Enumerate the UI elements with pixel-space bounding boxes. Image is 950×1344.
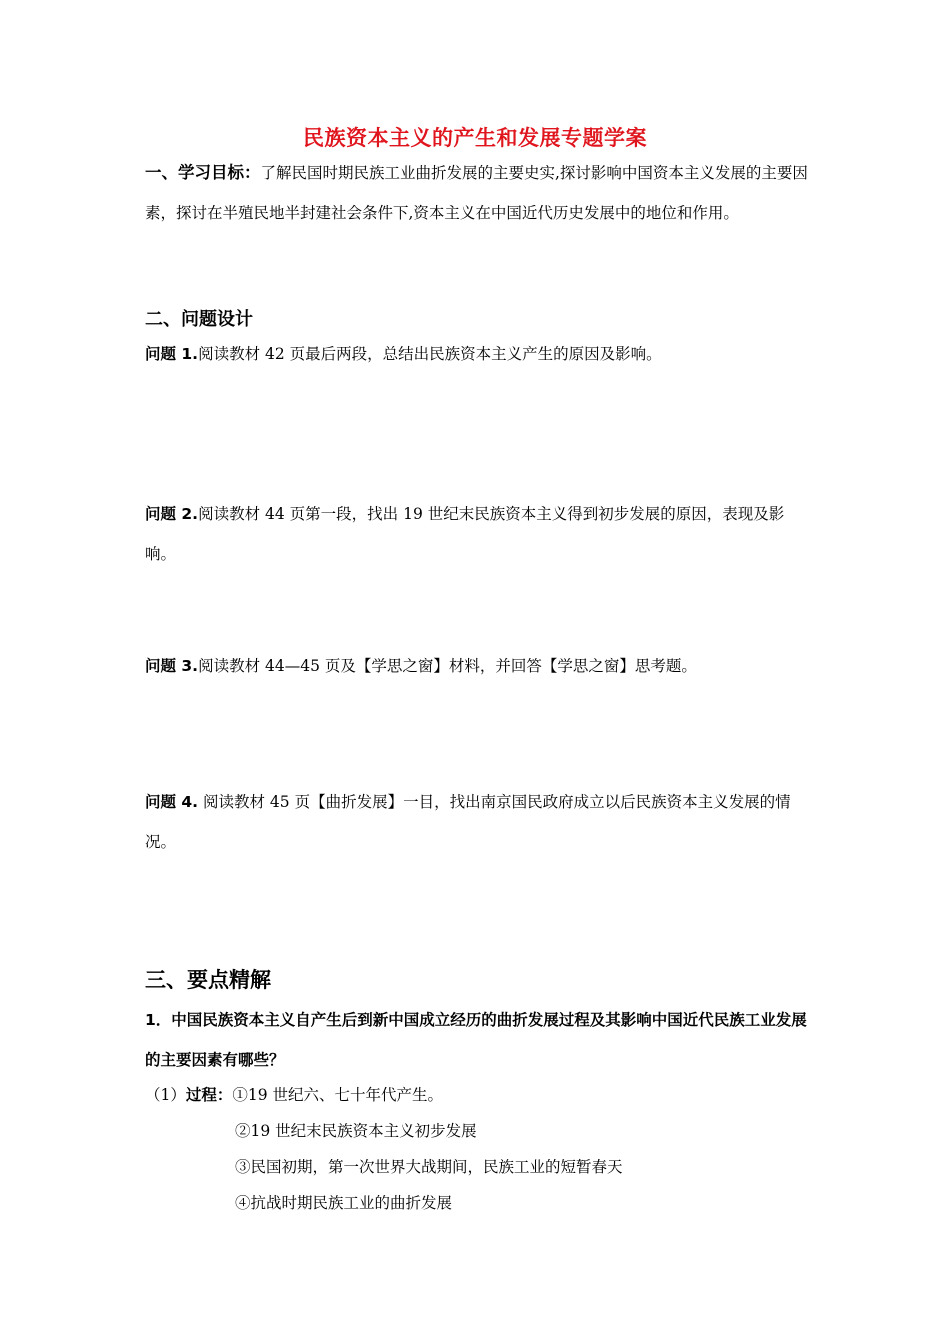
key-point-1: 1．中国民族资本主义自产生后到新中国成立经历的曲折发展过程及其影响中国近代民族工业发展的主要因素有哪些？ bbox=[145, 1011, 807, 1069]
process-prefix: （1） bbox=[145, 1086, 186, 1104]
process-item-4: ④抗战时期民族工业的曲折发展 bbox=[235, 1194, 453, 1212]
question-4 bbox=[145, 782, 810, 862]
question-3-text: 阅读教材 44—45 页及【学思之窗】材料，并回答【学思之窗】思考题。 bbox=[198, 657, 697, 675]
process-label: 过程： bbox=[185, 1086, 233, 1104]
question-3-label: 问题 3. bbox=[145, 657, 199, 675]
key-points-heading: 三、要点精解 bbox=[145, 968, 271, 992]
question-2-label: 问题 2. bbox=[145, 505, 199, 523]
question-1-text: 阅读教材 42 页最后两段，总结出民族资本主义产生的原因及影响。 bbox=[198, 345, 662, 363]
question-3 bbox=[145, 646, 810, 686]
process-item-1: ①19 世纪六、七十年代产生。 bbox=[232, 1086, 444, 1104]
learning-goals-heading: 一、学习目标： bbox=[145, 163, 261, 182]
question-design-heading: 二、问题设计 bbox=[145, 309, 253, 330]
process-item-3: ③民国初期，第一次世界大战期间，民族工业的短暂春天 bbox=[235, 1158, 623, 1176]
question-4-text: 阅读教材 45 页【曲折发展】一目，找出南京国民政府成立以后民族资本主义发展的情况。 bbox=[145, 793, 791, 851]
question-1-label: 问题 1. bbox=[145, 345, 199, 363]
process-line bbox=[145, 1083, 443, 1107]
question-2-text: 阅读教材 44 页第一段，找出 19 世纪末民族资本主义得到初步发展的原因，表现及影响。 bbox=[145, 505, 785, 563]
process-item-2: ②19 世纪末民族资本主义初步发展 bbox=[235, 1122, 477, 1140]
document-title: 民族资本主义的产生和发展专题学案 bbox=[303, 126, 647, 150]
learning-goals-text: 了解民国时期民族工业曲折发展的主要史实,探讨影响中国资本主义发展的主要因素，探讨在半殖民地半封建社会条件下,资本主义在中国近代历史发展中的地位和作用。 bbox=[145, 164, 808, 222]
learning-goals-paragraph bbox=[145, 153, 810, 233]
question-4-label: 问题 4. bbox=[145, 793, 199, 811]
question-1 bbox=[145, 334, 810, 374]
question-2 bbox=[145, 494, 810, 574]
